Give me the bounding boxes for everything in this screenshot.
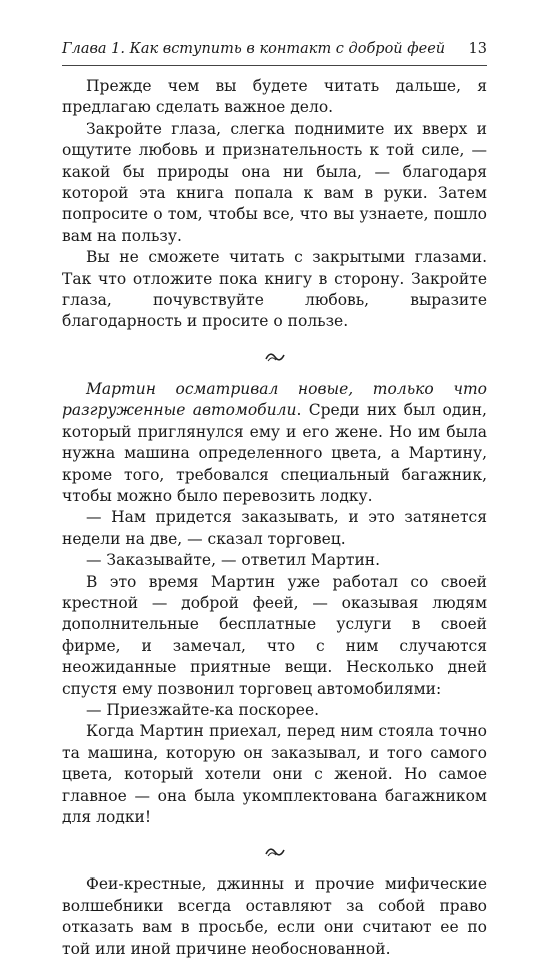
- story-lead-paragraph: [62, 379, 487, 507]
- book-page: [62, 40, 487, 960]
- paragraph: Когда Мартин приехал, перед ним стояла точно та машина, которую он заказывал, и того самого цвета, который хотели они с женой. Но самое главное — она была укомплектована багажником для лодки!: [62, 722, 487, 826]
- chapter-title: Глава 1. Как вступить в контакт с доброй феей: [62, 41, 446, 57]
- closing-paragraph: Феи-крестные, джинны и прочие мифические волшебники всегда оставляют за собой право отказать вам в просьбе, если они считают ее по той или иной причине необоснованной.: [62, 875, 487, 958]
- paragraph: — Заказывайте, — ответил Мартин.: [86, 551, 381, 570]
- paragraph: В это время Мартин уже работал со своей крестной — доброй феей, — оказывая людям дополнительные бесплатные услуги в своей фирме, и замечал, что с ним случаются неожиданные приятные вещи. Несколько дней спустя ему позвонил торговец автомобилями:: [62, 572, 487, 698]
- paragraph: Закройте глаза, слегка поднимите их вверх и ощутите любовь и признательность к той силе, — какой бы природы она ни была, — благодаря которой эта книга попала к вам в руки. Затем попросите о том, чтобы все, что вы узнаете, пошло вам на пользу.: [62, 119, 487, 245]
- header-rule: [62, 65, 487, 66]
- swash-ornament-icon: [62, 347, 487, 367]
- story-lead-rest: . Среди них был один, который приглянулся ему и его жене. Но им была нужна машина определенного цвета, а Мартину, кроме того, требовался специальный багажник, чтобы можно было перевозить лодку.: [62, 401, 487, 505]
- paragraph: — Нам придется заказывать, и это затянется недели на две, — сказал торговец.: [62, 508, 487, 548]
- swash-ornament-icon: [62, 842, 487, 862]
- paragraph: — Приезжайте-ка поскорее.: [86, 700, 320, 719]
- story-lead-italic: Мартин осматривал новые, только что разгруженные автомобили: [62, 379, 487, 420]
- paragraph: Вы не сможете читать с закрытыми глазами. Так что отложите пока книгу в сторону. Закройте глаза, почувствуйте любовь, выразите благодарность и просите о пользе.: [62, 248, 487, 331]
- paragraph: Прежде чем вы будете читать дальше, я предлагаю сделать важное дело.: [62, 77, 487, 117]
- running-header: [62, 40, 487, 58]
- page-number: 13: [468, 41, 487, 57]
